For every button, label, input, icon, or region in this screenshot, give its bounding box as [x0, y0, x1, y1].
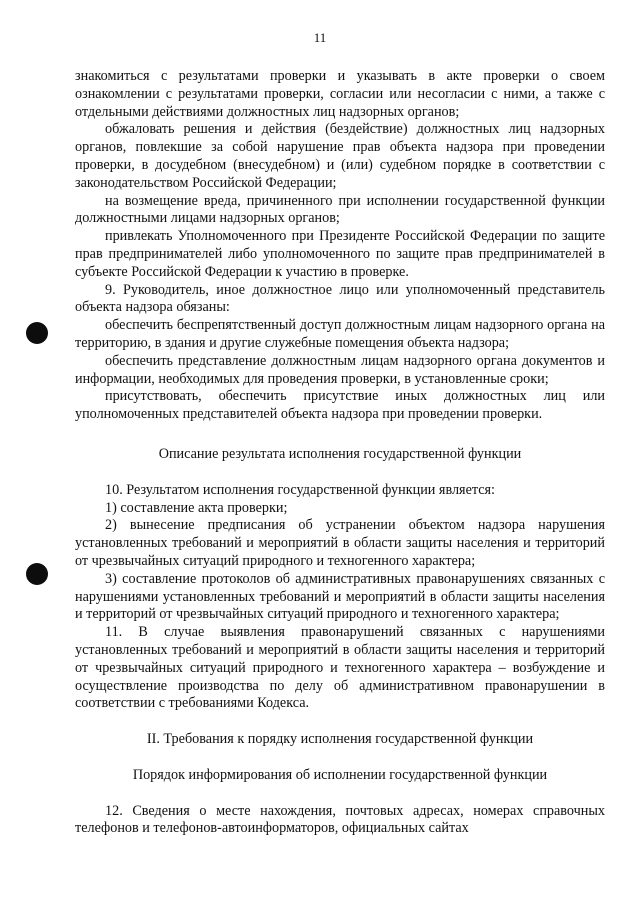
- paragraph: 12. Сведения о месте нахождения, почтовых адресах, номерах справочных телефонов и телефонов-автоинформаторов, официальных сайтах: [75, 802, 605, 837]
- section-heading: Порядок информирования об исполнении государственной функции: [132, 766, 548, 783]
- paragraph: присутствовать, обеспечить присутствие иных должностных лиц или уполномоченных представителей объекта надзора при проведении проверки.: [75, 388, 605, 423]
- document-body: [75, 68, 605, 838]
- paragraph: обеспечить беспрепятственный доступ должностным лицам надзорного органа на территорию, в здания и другие служебные помещения объекта надзора;: [75, 317, 605, 351]
- punch-hole-mark: [26, 563, 48, 585]
- paragraph: привлекать Уполномоченного при Президенте Российской Федерации по защите прав предпринимателей либо уполномоченного по защите прав предпринимателей в субъекте Российской Федерации к участию в проверке.: [75, 228, 605, 280]
- section-heading: Описание результата исполнения государственной функции: [158, 445, 522, 462]
- chapter-heading: II. Требования к порядку исполнения государственной функции: [146, 731, 534, 748]
- paragraph: 1) составление акта проверки;: [105, 499, 288, 516]
- paragraph: на возмещение вреда, причиненного при исполнении государственной функции должностными лицами надзорных органов;: [75, 192, 605, 227]
- paragraph: 9. Руководитель, иное должностное лицо или уполномоченный представитель объекта надзора обязаны:: [75, 281, 605, 316]
- paragraph: 11. В случае выявления правонарушений связанных с нарушениями установленных требований и мероприятий в области защиты населения и территорий от чрезвычайных ситуаций природного и техногенного характера – возбуждение и осуществление производства по делу об административном правонарушении в соответствии с требованиями Кодекса.: [75, 624, 605, 712]
- paragraph: 2) вынесение предписания об устранении объектом надзора нарушения установленных требований и мероприятий в области защиты населения и территорий от чрезвычайных ситуаций природного и техногенного характера;: [75, 517, 605, 569]
- page-number: 11: [313, 30, 327, 45]
- paragraph: знакомиться с результатами проверки и указывать в акте проверки о своем ознакомлении с результатами проверки, согласии или несогласии с ними, а также с отдельными действиями должностных лиц надзорных органов;: [75, 68, 605, 120]
- paragraph: обеспечить представление должностным лицам надзорного органа документов и информации, необходимых для проведения проверки, в установленные сроки;: [75, 352, 605, 387]
- paragraph: обжаловать решения и действия (бездействие) должностных лиц надзорных органов, повлекшие за собой нарушение прав объекта надзора при проведении проверки, в досудебном (внесудебном) и (или) судебном порядке в соответствии с законодательством Российской Федерации;: [75, 121, 605, 191]
- punch-hole-mark: [26, 322, 48, 344]
- paragraph: 10. Результатом исполнения государственной функции является:: [105, 481, 496, 498]
- paragraph: 3) составление протоколов об административных правонарушениях связанных с нарушениями установленных требований и мероприятий в области защиты населения и территорий от чрезвычайных ситуаций природного и техногенного характера;: [75, 570, 605, 623]
